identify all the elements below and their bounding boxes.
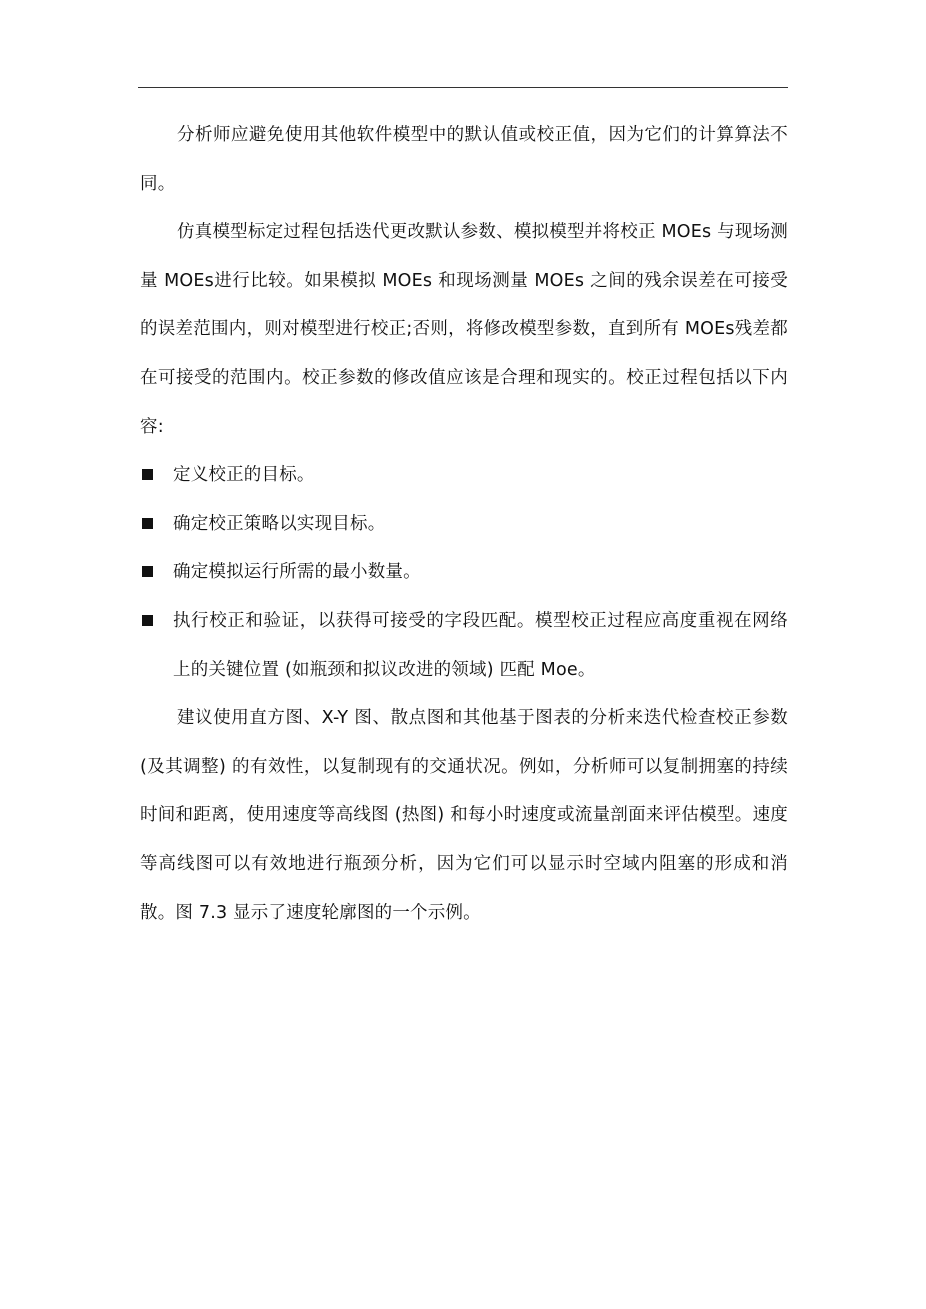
document-body: [140, 111, 788, 937]
paragraph-chart-analysis: 建议使用直方图、X-Y 图、散点图和其他基于图表的分析来迭代检查校正参数 (及其调整) 的有效性，以复制现有的交通状况。例如，分析师可以复制拥塞的持续时间和距离，使用速度等高线图 (热图) 和每小时速度或流量剖面来评估模型。速度等高线图可以有效地进行瓶颈分析，因为它们可以显示时空域内阻塞的形成和消散。图 7.3 显示了速度轮廓图的一个示例。: [140, 708, 788, 923]
list-item-text: 执行校正和验证，以获得可接受的字段匹配。模型校正过程应高度重视在网络上的关键位置 (如瓶颈和拟议改进的领域) 匹配 Moe。: [173, 610, 788, 680]
list-item-text: 确定模拟运行所需的最小数量。: [173, 562, 421, 583]
list-item-text: 定义校正的目标。: [173, 465, 315, 486]
square-bullet-icon: [142, 566, 153, 577]
paragraph-calibration-process: 仿真模型标定过程包括迭代更改默认参数、模拟模型并将校正 MOEs 与现场测量 MOEs进行比较。如果模拟 MOEs 和现场测量 MOEs 之间的残余误差在可接受的误差范围内，则对模型进行校正;否则，将修改模型参数，直到所有 MOEs残差都在可接受的范围内。校正参数的修改值应该是合理和现实的。校正过程包括以下内容:: [140, 222, 788, 437]
header-rule: [138, 87, 788, 88]
calibration-steps-list: [140, 451, 788, 694]
list-item: [140, 451, 788, 500]
paragraph-default-values: 分析师应避免使用其他软件模型中的默认值或校正值，因为它们的计算算法不同。: [140, 125, 788, 194]
list-item: [140, 597, 788, 694]
square-bullet-icon: [142, 518, 153, 529]
square-bullet-icon: [142, 469, 153, 480]
list-item: [140, 548, 788, 597]
list-item-text: 确定校正策略以实现目标。: [173, 513, 386, 534]
square-bullet-icon: [142, 615, 153, 626]
list-item: [140, 500, 788, 549]
